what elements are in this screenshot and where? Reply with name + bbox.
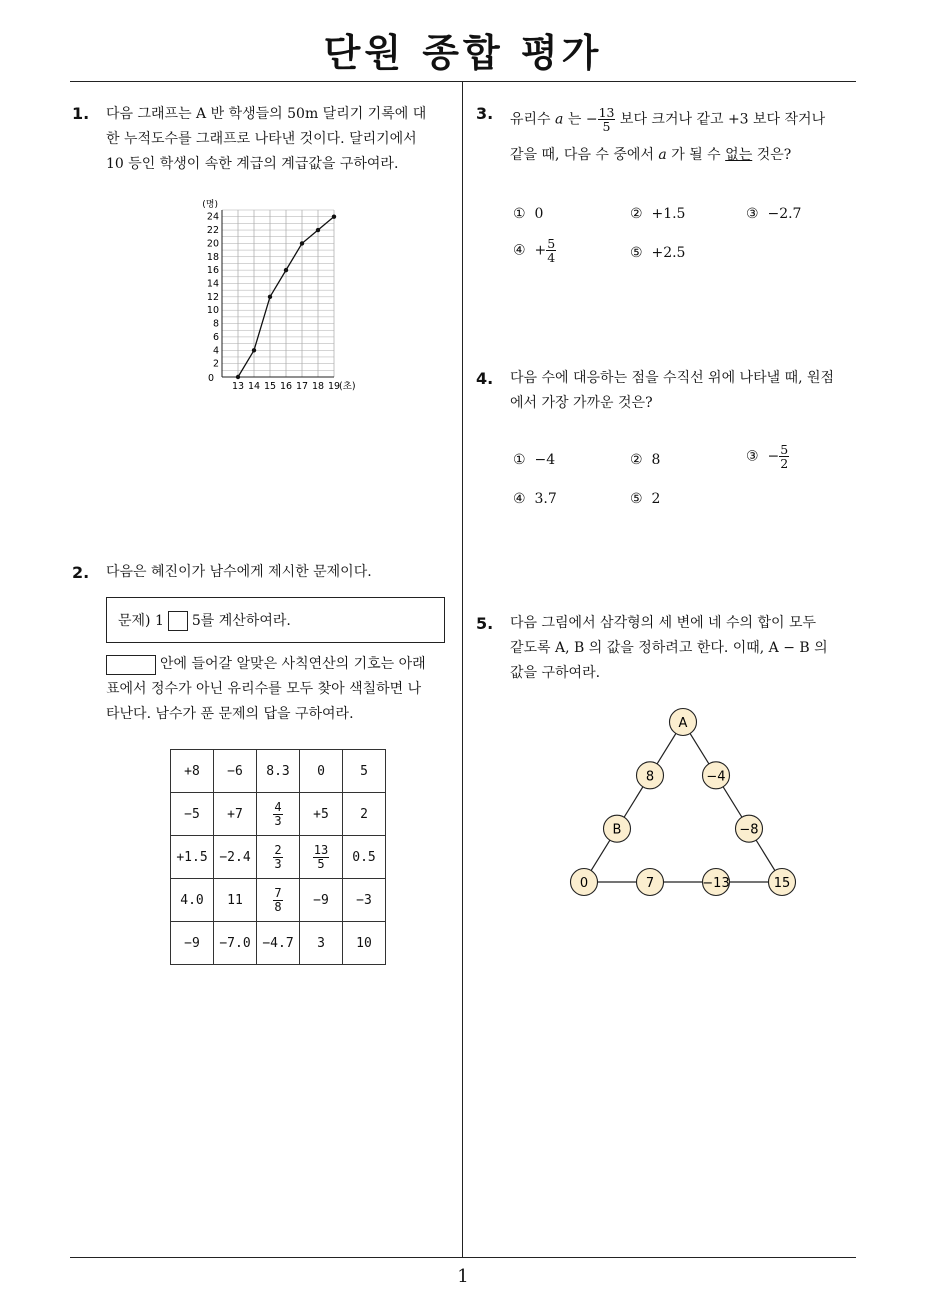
y-tick-label: 8 <box>212 318 219 330</box>
bottom-node-label: 0 <box>579 876 589 891</box>
frac-den: 4 <box>547 250 556 266</box>
q2-intro: 다음은 혜진이가 남수에게 제시한 문제이다. <box>106 564 372 580</box>
option-mark: ② <box>630 452 643 468</box>
problem-box-text <box>118 610 291 631</box>
page-title: 단원 종합 평가 <box>323 31 603 75</box>
table-cell: −2.4 <box>214 836 257 879</box>
q5-line: 다음 그림에서 삼각형의 세 변에 네 수의 합이 모두 <box>510 615 817 631</box>
option-value: −2.7 <box>767 206 802 222</box>
problem-box-suffix: 5를 계산하여라. <box>191 613 291 629</box>
frac-den: 5 <box>317 856 325 871</box>
table-cell: −9 <box>300 879 343 922</box>
option-value: 3.7 <box>534 491 557 507</box>
table-cell: 2 <box>343 793 386 836</box>
table-cell <box>300 836 343 879</box>
x-tick-label: 18 <box>311 381 325 392</box>
frac-num: 5 <box>547 236 556 251</box>
frac-den: 3 <box>274 856 282 871</box>
q5-text <box>510 611 828 686</box>
table-cell: −7.0 <box>214 922 257 965</box>
table-cell: 11 <box>214 879 257 922</box>
column-divider <box>462 82 463 1257</box>
frac-den: 8 <box>274 899 282 914</box>
option-mark: ① <box>513 206 526 222</box>
q3-option-5 <box>630 245 685 261</box>
cell-fraction <box>273 887 282 913</box>
table-cell: −6 <box>214 750 257 793</box>
y-tick-label: 18 <box>206 251 219 263</box>
x-tick-label: 17 <box>295 381 309 392</box>
table-cell: +8 <box>171 750 214 793</box>
answer-blank-box <box>106 655 156 675</box>
option-mark: ⑤ <box>630 491 643 507</box>
q3-frac-num: 13 <box>598 105 615 120</box>
q4-option-1 <box>513 452 555 468</box>
q5-line: 같도록 A, B 의 값을 정하려고 한다. 이때, A − B 의 <box>510 640 828 656</box>
option-mark: ⑤ <box>630 245 643 261</box>
table-cell: 5 <box>343 750 386 793</box>
frac-den: 3 <box>274 813 282 828</box>
data-point <box>268 295 272 299</box>
q4-option-2 <box>630 452 660 468</box>
x-tick-label: 16 <box>279 381 293 392</box>
table-cell: +7 <box>214 793 257 836</box>
q5-number: 5. <box>476 614 494 633</box>
q2-line: 표에서 정수가 아닌 유리수를 모두 찾아 색칠하면 나 <box>106 681 422 697</box>
table-cell: −9 <box>171 922 214 965</box>
cumulative-frequency-chart <box>196 196 376 396</box>
q3-text-b: 는 − <box>567 111 598 128</box>
table-cell: 4.0 <box>171 879 214 922</box>
q3-frac-den: 5 <box>602 119 611 135</box>
q1-line: 10 등인 학생이 속한 계급의 계급값을 구하여라. <box>106 156 399 172</box>
problem-box-label: 문제) 1 <box>118 613 164 629</box>
q3-variable: a <box>658 147 667 163</box>
option-mark: ③ <box>746 448 759 465</box>
x-tick-label: 13 <box>231 381 245 392</box>
table-row <box>171 836 386 879</box>
right-side-node-label: −8 <box>739 822 759 838</box>
q4-option-4 <box>513 491 557 507</box>
left-side-node-label: 8 <box>645 769 655 785</box>
table-cell: 0 <box>300 750 343 793</box>
q1-number: 1. <box>72 104 90 123</box>
y-tick-label: 0 <box>207 373 214 384</box>
q1-line: 다음 그래프는 A 반 학생들의 50m 달리기 기록에 대 <box>106 106 427 122</box>
table-row <box>171 750 386 793</box>
q2-number: 2. <box>72 563 90 582</box>
right-side-node-label: −4 <box>706 769 726 785</box>
left-side-node-label: B <box>612 822 622 838</box>
table-cell: +5 <box>300 793 343 836</box>
q3-text-d: 같을 때, 다음 수 중에서 <box>510 147 654 163</box>
number-table <box>170 749 386 965</box>
table-row <box>171 879 386 922</box>
top-divider <box>70 81 856 82</box>
q3-number: 3. <box>476 104 494 123</box>
table-row <box>171 922 386 965</box>
option-sign: − <box>767 448 780 465</box>
option-mark: ④ <box>513 242 526 259</box>
option-sign: + <box>534 242 547 259</box>
frac-num: 13 <box>313 842 329 857</box>
x-axis-label: (초) <box>339 381 356 392</box>
q3-fraction <box>598 106 616 133</box>
option-fraction <box>779 443 789 470</box>
cell-fraction <box>273 844 282 870</box>
q4-line: 다음 수에 대응하는 점을 수직선 위에 나타낼 때, 원점 <box>510 370 835 386</box>
y-tick-label: 2 <box>212 358 219 370</box>
frac-den: 2 <box>780 456 789 472</box>
x-tick-label: 14 <box>247 381 261 392</box>
q3-text-c: 보다 크거나 같고 +3 보다 작거나 <box>619 111 826 128</box>
y-tick-label: 22 <box>206 225 219 237</box>
data-point <box>300 241 304 245</box>
operator-blank <box>168 611 188 631</box>
q3-option-1 <box>513 206 543 222</box>
frac-num: 2 <box>274 842 282 857</box>
table-cell: 8.3 <box>257 750 300 793</box>
q3-underlined: 없는 <box>725 147 753 163</box>
y-axis-label: (명) <box>202 200 218 210</box>
q4-option-5 <box>630 491 660 507</box>
y-tick-label: 12 <box>206 291 219 303</box>
frac-num: 5 <box>780 442 789 457</box>
q3-option-4 <box>513 237 556 264</box>
q4-option-3 <box>746 443 789 470</box>
y-tick-label: 20 <box>206 238 219 250</box>
triangle-outline <box>584 722 782 882</box>
bottom-node-label: 15 <box>773 876 791 891</box>
q3-line1 <box>510 106 825 133</box>
table-cell: 10 <box>343 922 386 965</box>
q3-text-a: 유리수 <box>510 111 551 128</box>
option-value: +2.5 <box>651 245 686 261</box>
y-tick-label: 14 <box>206 278 219 290</box>
table-cell <box>257 793 300 836</box>
option-value: 0 <box>534 206 544 222</box>
data-point <box>316 228 320 232</box>
top-node-label: A <box>678 716 688 731</box>
q3-option-2 <box>630 206 685 222</box>
q3-variable: a <box>555 111 564 128</box>
q3-text-f: 것은? <box>756 147 792 163</box>
y-tick-label: 4 <box>212 345 219 357</box>
x-tick-label: 19 <box>327 381 341 392</box>
table-cell <box>257 836 300 879</box>
data-point <box>236 375 240 379</box>
q3-option-3 <box>746 206 801 222</box>
q4-number: 4. <box>476 369 494 388</box>
data-point <box>284 268 288 272</box>
q1-line: 한 누적도수를 그래프로 나타낸 것이다. 달리기에서 <box>106 131 417 147</box>
cell-fraction <box>313 844 329 870</box>
option-fraction <box>546 237 556 264</box>
y-tick-label: 16 <box>206 265 219 277</box>
cell-fraction <box>273 801 282 827</box>
number-triangle-diagram <box>560 700 810 900</box>
table-row <box>171 793 386 836</box>
table-cell: +1.5 <box>171 836 214 879</box>
data-point <box>252 348 256 352</box>
option-mark: ③ <box>746 206 759 222</box>
y-tick-label: 10 <box>206 305 219 317</box>
q2-text <box>106 677 421 727</box>
frac-num: 7 <box>274 885 282 900</box>
table-cell: 0.5 <box>343 836 386 879</box>
q5-line: 값을 구하여라. <box>510 665 601 681</box>
option-value: −4 <box>534 452 556 468</box>
table-cell: −5 <box>171 793 214 836</box>
q2-after-box: 안에 들어갈 알맞은 사칙연산의 기호는 아래 <box>160 656 426 672</box>
page-number: 1 <box>457 1266 469 1287</box>
option-mark: ② <box>630 206 643 222</box>
table-cell: 3 <box>300 922 343 965</box>
q3-text-e: 가 될 수 <box>671 147 721 163</box>
bottom-node-label: −13 <box>702 876 730 891</box>
bottom-divider <box>70 1257 856 1258</box>
y-tick-label: 6 <box>212 331 219 343</box>
x-tick-label: 15 <box>263 381 277 392</box>
q4-text <box>510 366 834 416</box>
option-mark: ④ <box>513 491 526 507</box>
table-cell <box>257 879 300 922</box>
option-mark: ① <box>513 452 526 468</box>
option-value: +1.5 <box>651 206 686 222</box>
q4-line: 에서 가장 가까운 것은? <box>510 395 653 411</box>
q3-line2 <box>510 143 791 168</box>
table-cell: −3 <box>343 879 386 922</box>
bottom-node-label: 7 <box>645 876 655 891</box>
data-point <box>332 214 336 218</box>
table-cell: −4.7 <box>257 922 300 965</box>
option-value: 8 <box>651 452 661 468</box>
frac-num: 4 <box>274 799 282 814</box>
q2-line: 타난다. 남수가 푼 문제의 답을 구하여라. <box>106 706 354 722</box>
q1-text <box>106 102 426 177</box>
option-value: 2 <box>651 491 661 507</box>
y-tick-label: 24 <box>206 211 219 223</box>
